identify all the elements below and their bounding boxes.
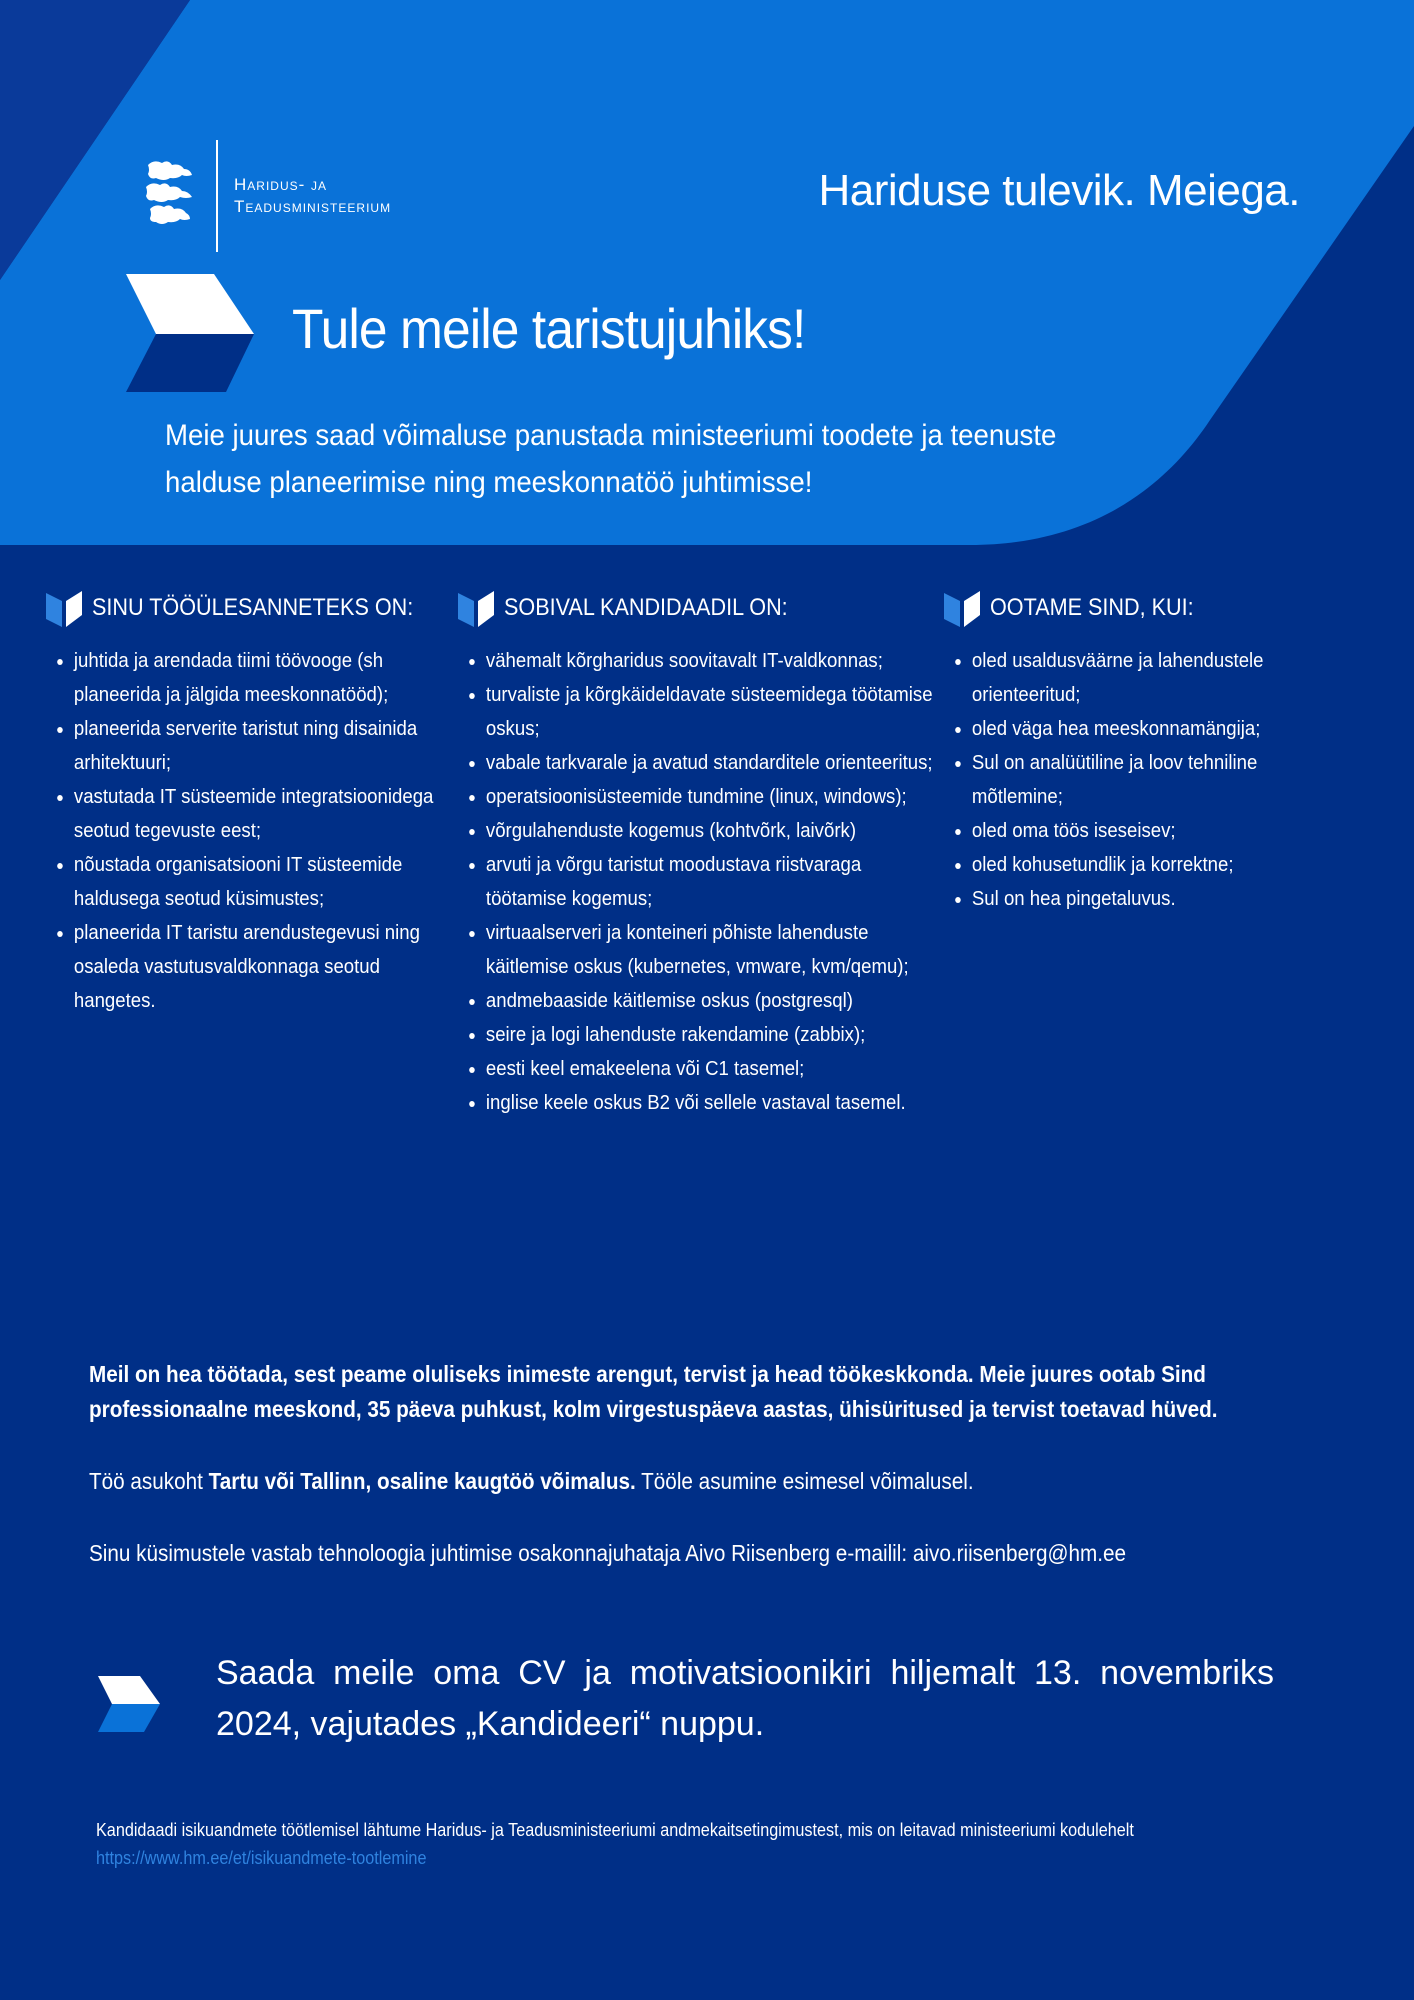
list-item: • vastutada IT süsteemide integratsioonidega seotud tegevuste eest; bbox=[74, 780, 446, 848]
list-item: • oled kohusetundlik ja korrektne; bbox=[972, 848, 1344, 882]
list-item: • operatsioonisüsteemide tundmine (linux, windows); bbox=[486, 780, 942, 814]
list-item: • vähemalt kõrgharidus soovitavalt IT-valdkonnas; bbox=[486, 644, 942, 678]
location-suffix: Tööle asumine esimesel võimalusel. bbox=[635, 1468, 974, 1494]
list-item: • võrgulahenduste kogemus (kohtvõrk, laivõrk) bbox=[486, 814, 942, 848]
contact-text: Sinu küsimustele vastab tehnoloogia juhtimise osakonnajuhataja Aivo Riisenberg e-mailil: aivo.riisenberg@hm.ee bbox=[89, 1540, 1127, 1566]
list-item: • inglise keele oskus B2 või sellele vastaval tasemel. bbox=[486, 1086, 942, 1120]
list-item: • virtuaalserveri ja konteineri põhiste lahenduste käitlemise oskus (kubernetes, vmware, kvm/qemu); bbox=[486, 916, 942, 984]
list-item: • juhtida ja arendada tiimi töövooge (sh planeerida ja jälgida meeskonnatööd); bbox=[74, 644, 446, 712]
requirements-list bbox=[458, 644, 942, 1120]
list-item: • planeerida IT taristu arendustegevusi ning osaleda vastutusvaldkonnaga seotud hangetes. bbox=[74, 916, 446, 1018]
ministry-name-line1: Haridus- ja bbox=[234, 175, 328, 194]
list-item: • andmebaaside käitlemise oskus (postgresql) bbox=[486, 984, 942, 1018]
benefits-text: Meil on hea töötada, sest peame oluliseks inimeste arengut, tervist ja head töökeskkonda. Meie juures ootab Sind professionaalne meeskond, 35 päeva puhkust, kolm virgestuspäeva aastas, ühisüritused ja tervist toetavad hüved. bbox=[89, 1361, 1218, 1422]
column-heading bbox=[458, 588, 928, 628]
call-to-action: Saada meile oma CV ja motivatsioonikiri hiljemalt 13. novembriks 2024, vajutades „Kandideeri“ nuppu. bbox=[216, 1654, 1274, 1743]
privacy-note bbox=[96, 1816, 1284, 1872]
list-item: • vabale tarkvarale ja avatud standarditele orienteeritus; bbox=[486, 746, 942, 780]
column-heading bbox=[46, 588, 426, 628]
column-requirements bbox=[458, 588, 933, 1120]
column-heading-label: SOBIVAL KANDIDAADIL ON: bbox=[504, 594, 788, 621]
ministry-logo bbox=[140, 140, 430, 252]
ministry-name bbox=[234, 174, 391, 218]
book-icon bbox=[46, 589, 82, 627]
chevron-arrow-icon bbox=[126, 274, 260, 392]
logo-divider bbox=[216, 140, 218, 252]
column-heading-label: SINU TÖÖÜLESANNETEKS ON: bbox=[92, 594, 414, 621]
page-title: Tule meile taristujuhiks! bbox=[292, 297, 806, 360]
list-item: • oled väga hea meeskonnamängija; bbox=[972, 712, 1344, 746]
slogan: Hariduse tulevik. Meiega. bbox=[818, 166, 1300, 215]
book-icon bbox=[944, 589, 980, 627]
privacy-text: Kandidaadi isikuandmete töötlemisel lähtume Haridus- ja Teadusministeeriumi andmekaitsetingimustest, mis on leitavad ministeeriumi kodulehelt bbox=[96, 1820, 1134, 1840]
list-item: • eesti keel emakeelena või C1 tasemel; bbox=[486, 1052, 942, 1086]
list-item: • oled oma töös iseseisev; bbox=[972, 814, 1344, 848]
column-duties bbox=[46, 588, 434, 1018]
list-item: • Sul on analüütiline ja loov tehniline mõtlemine; bbox=[972, 746, 1344, 814]
ministry-name-line2: Teadusministeerium bbox=[234, 197, 392, 216]
list-item: • arvuti ja võrgu taristut moodustava riistvaraga töötamise kogemus; bbox=[486, 848, 942, 916]
list-item: • Sul on hea pingetaluvus. bbox=[972, 882, 1344, 916]
book-icon bbox=[458, 589, 494, 627]
column-heading bbox=[944, 588, 1324, 628]
list-item: • planeerida serverite taristut ning disainida arhitektuuri; bbox=[74, 712, 446, 780]
duties-list bbox=[46, 644, 446, 1018]
coat-of-arms-icon bbox=[140, 157, 200, 235]
column-heading-label: OOTAME SIND, KUI: bbox=[990, 594, 1194, 621]
privacy-link[interactable]: https://www.hm.ee/et/isikuandmete-tootlemine bbox=[96, 1848, 427, 1868]
location-prefix: Töö asukoht bbox=[89, 1468, 209, 1494]
column-expectations bbox=[944, 588, 1324, 916]
list-item: • nõustada organisatsiooni IT süsteemide haldusega seotud küsimustes; bbox=[74, 848, 446, 916]
location-text bbox=[89, 1464, 1340, 1499]
location-bold: Tartu või Tallinn, osaline kaugtöö võimalus. bbox=[208, 1468, 636, 1494]
chevron-arrow-icon bbox=[98, 1676, 160, 1732]
expectations-list bbox=[944, 644, 1344, 916]
list-item: • seire ja logi lahenduste rakendamine (zabbix); bbox=[486, 1018, 942, 1052]
lead-text: Meie juures saad võimaluse panustada ministeeriumi toodete ja teenuste halduse planeerimise ning meeskonnatöö juhtimisse! bbox=[165, 419, 1057, 499]
list-item: • oled usaldusväärne ja lahendustele orienteeritud; bbox=[972, 644, 1344, 712]
list-item: • turvaliste ja kõrgkäideldavate süsteemidega töötamise oskus; bbox=[486, 678, 942, 746]
